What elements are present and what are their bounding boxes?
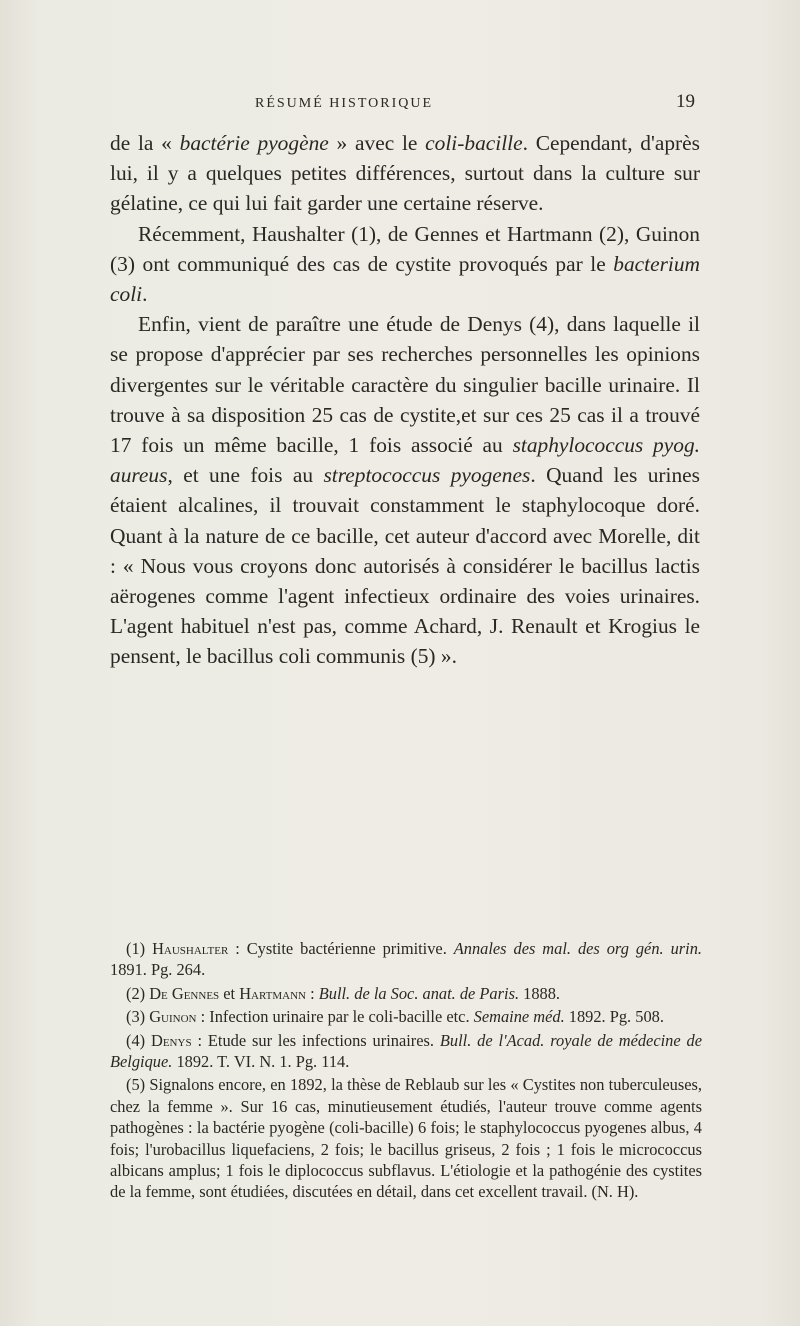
page-number: 19 (676, 91, 695, 112)
p2-text-c: . (142, 282, 148, 307)
p3-text-a: Enfin, vient de paraître une étude de Denys (4), dans laquelle il se propose d'apprécier par ses recherches personnelles les opinions divergentes sur le véritable caractère du singulier bacille urinaire. Il trouve à sa disposition 25 cas de cystite,et sur ces 25 cas il a trouvé 17 fois un même bacille, 1 fois associé au (110, 312, 700, 458)
footnote-1-text: : Cystite bactérienne primitive. (228, 939, 454, 958)
footnote-2-ref: 1888. (519, 983, 561, 1003)
footnote-3-author: Guinon (149, 1007, 197, 1027)
p1-text-c: » avec le (328, 131, 426, 155)
footnote-3 (110, 1006, 702, 1027)
p1-term-bacterie-pyogene: bactérie pyogène (179, 131, 329, 155)
footnote-1-journal: Annales des mal. des org gén. urin. (453, 939, 702, 958)
footnotes (110, 938, 702, 1205)
footnote-2-author2: Hartmann (239, 983, 306, 1003)
footnote-1-author: Haushalter (152, 939, 229, 958)
footnote-4 (110, 1030, 702, 1073)
p2-text-a: Récemment, Haushalter (1), de Gennes et Hartmann (2), Guinon (3) ont communiqué des cas de cystite provoqués par le (110, 221, 700, 276)
footnote-1-number: (1) (126, 939, 153, 958)
p3-text-e: . Quand les urines étaient alcalines, il trouvait constamment le staphylocoque doré. Quant à la nature de ce bacille, cet auteur d'accord avec Morelle, dit : « Nous vous croyons donc autorisés à considérer le bacillus lactis aërogenes comme l'agent infectieux ordinaire des voies urinaires. L'agent habituel n'est pas, comme Achard, J. Renault et Krogius le pensent, le bacillus coli communis (5) ». (110, 463, 700, 669)
paragraph-2 (110, 219, 700, 310)
footnote-4-ref: 1892. T. VI. N. 1. Pg. 114. (172, 1052, 350, 1072)
footnote-1-ref: 1891. Pg. 264. (110, 960, 206, 980)
footnote-2-number: (2) (126, 983, 150, 1003)
footnote-2-author: De Gennes (149, 983, 220, 1003)
footnote-2 (110, 983, 702, 1004)
paragraph-1 (110, 128, 700, 219)
footnote-1 (110, 938, 702, 981)
p1-term-coli-bacille: coli-bacille (425, 131, 523, 155)
footnote-3-ref: 1892. Pg. 508. (564, 1007, 664, 1027)
footnote-4-author: Denys (151, 1030, 192, 1050)
footnote-3-number: (3) (126, 1007, 150, 1027)
p2-term-bacterium-coli: bacterium coli (110, 251, 700, 307)
p3-term-staphylococcus: staphylococcus pyog. aureus (110, 433, 700, 488)
p1-text-a: de la « (110, 131, 180, 155)
footnote-3-text: : Infection urinaire par le coli-bacille etc. (196, 1007, 474, 1027)
footnote-4-text: : Etude sur les infections urinaires. (191, 1030, 440, 1050)
footnote-4-journal: Bull. de l'Acad. royale de médecine de Belgique. (110, 1030, 702, 1072)
footnote-4-number: (4) (126, 1030, 151, 1050)
footnote-5: (5) Signalons encore, en 1892, la thèse de Reblaub sur les « Cystites non tuberculeuses, chez la femme ». Sur 16 cas, minutieusement étudiés, l'auteur trouve comme agents pathogènes : la bactérie pyogène (coli-bacille) 6 fois; le staphylococcus pyogenes albus, 4 fois; l'urobacillus liquefaciens, 2 fois; le bacillus griseus, 2 fois ; 1 fois le micrococcus albicans amplus; 1 fois le diplococcus subflavus. L'étiologie et la pathogénie des cystites de la femme, sont étudiées, discutées en détail, dans cet excellent travail. (N. H). (110, 1075, 702, 1202)
footnote-2-text: : (305, 983, 319, 1003)
footnote-2-journal: Bull. de la Soc. anat. de Paris. (318, 983, 520, 1003)
p3-term-streptococcus: streptococcus pyogenes (323, 463, 531, 488)
footnote-2-mid: et (219, 983, 240, 1003)
paragraph-3 (110, 309, 700, 671)
p3-text-c: , et une fois au (167, 463, 324, 488)
p1-text-e: . Cependant, d'après lui, il y a quelques petites différences, surtout dans la culture sur gélatine, ce qui lui fait garder une certaine réserve. (110, 131, 700, 216)
running-title: RÉSUMÉ HISTORIQUE (255, 96, 434, 111)
body-text (110, 128, 700, 672)
footnote-3-journal: Semaine méd. (473, 1007, 565, 1027)
